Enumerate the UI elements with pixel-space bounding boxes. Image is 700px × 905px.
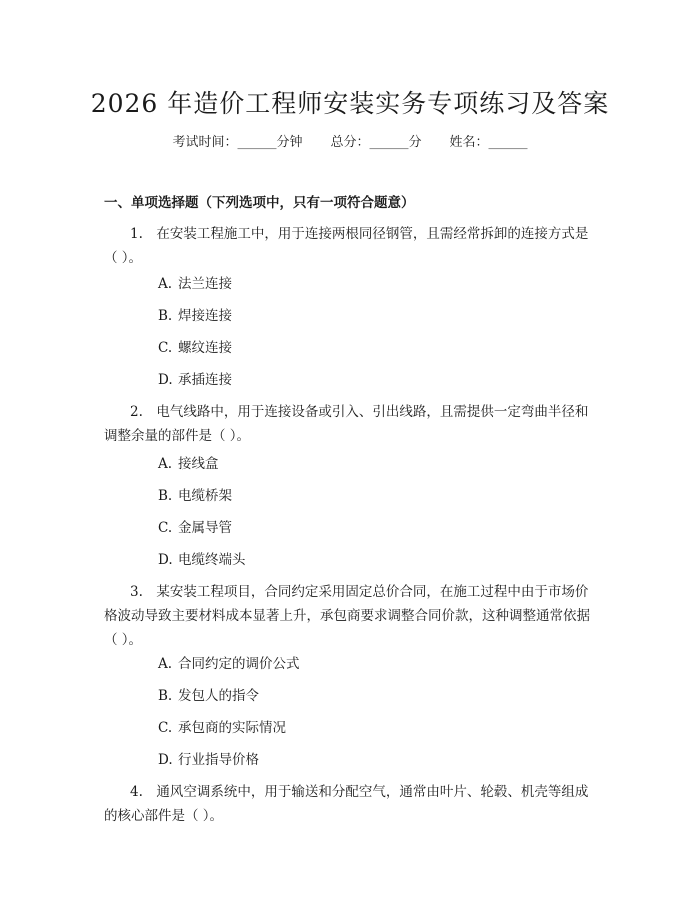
question-2-option-c: [158, 518, 232, 538]
option-text: 承插连接: [178, 372, 232, 388]
option-letter: B.: [158, 308, 173, 324]
question-1-option-d: [158, 370, 232, 390]
question-3-option-b: [158, 686, 259, 706]
document-title: 2026 年造价工程师安装实务专项练习及答案: [90, 89, 610, 118]
option-text: 承包商的实际情况: [178, 720, 286, 736]
option-letter: C.: [158, 520, 173, 536]
option-letter: C.: [158, 340, 173, 356]
option-text: 接线盒: [178, 456, 219, 472]
question-2-option-b: [158, 486, 232, 506]
question-3: 3. 某安装工程项目，合同约定采用固定总价合同，在施工过程中由于市场价格波动导致主要材料成本显著上升，承包商要求调整合同价款，这种调整通常依据（ ）。: [104, 584, 590, 648]
option-text: 电缆桥架: [178, 488, 232, 504]
option-letter: C.: [158, 720, 173, 736]
question-3-option-d: [158, 750, 259, 770]
option-text: 法兰连接: [178, 276, 232, 292]
option-text: 焊接连接: [178, 308, 232, 324]
exam-time: 考试时间：______分钟: [172, 135, 303, 150]
exam-name: 姓名：______: [449, 135, 528, 150]
option-letter: B.: [158, 488, 173, 504]
option-text: 行业指导价格: [178, 752, 259, 768]
question-2-option-d: [158, 550, 246, 570]
exam-info: [0, 131, 700, 150]
option-text: 发包人的指令: [178, 688, 259, 704]
question-1: 1. 在安装工程施工中，用于连接两根同径钢管，且需经常拆卸的连接方式是（ ）。: [104, 226, 589, 266]
option-letter: D.: [158, 552, 173, 568]
option-text: 金属导管: [178, 520, 232, 536]
section-heading: 一、单项选择题（下列选项中，只有一项符合题意）: [104, 195, 415, 211]
option-letter: B.: [158, 688, 173, 704]
option-text: 螺纹连接: [178, 340, 232, 356]
exam-score: 总分：______分: [330, 135, 422, 150]
option-letter: A.: [158, 656, 173, 672]
question-2: 2. 电气线路中，用于连接设备或引入、引出线路，且需提供一定弯曲半径和调整余量的部件是（ ）。: [104, 404, 589, 444]
option-letter: A.: [158, 456, 173, 472]
question-1-option-c: [158, 338, 232, 358]
question-4: 4. 通风空调系统中，用于输送和分配空气，通常由叶片、轮毂、机壳等组成的核心部件是（ ）。: [104, 784, 589, 824]
option-letter: A.: [158, 276, 173, 292]
question-1-option-b: [158, 306, 232, 326]
question-2-option-a: [158, 454, 219, 474]
option-text: 电缆终端头: [178, 552, 246, 568]
question-1-option-a: [158, 274, 232, 294]
option-letter: D.: [158, 372, 173, 388]
option-letter: D.: [158, 752, 173, 768]
question-3-option-c: [158, 718, 286, 738]
option-text: 合同约定的调价公式: [178, 656, 300, 672]
question-3-option-a: [158, 654, 300, 674]
